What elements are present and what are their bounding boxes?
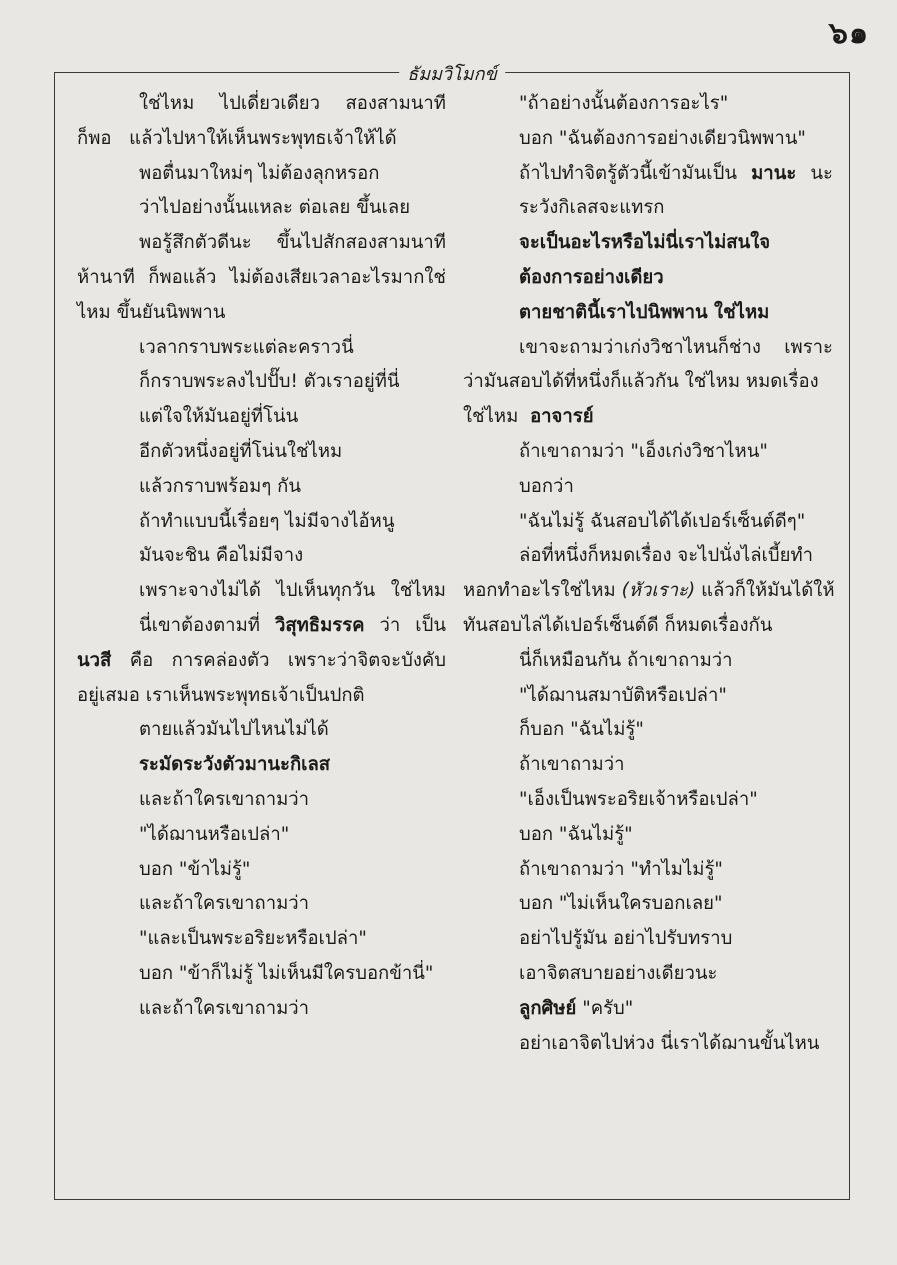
text-line: ลูกศิษย์ "ครับ" xyxy=(519,997,634,1019)
text-line: ห้านาที ก็พอแล้ว ไม่ต้องเสียเวลาอะไรมากใช่ xyxy=(77,266,446,288)
text-line: หอกทำอะไรใช่ไหม (หัวเราะ) แล้วก็ให้มันได้ให้ xyxy=(463,580,835,602)
text-line: นี่ก็เหมือนกัน ถ้าเขาถามว่า xyxy=(519,649,733,671)
section-heading: ระมัดระวังตัวมานะกิเลส xyxy=(139,754,331,776)
emphasis-term: วิสุทธิมรรค xyxy=(274,614,365,636)
text-line: บอก "ฉันต้องการอย่างเดียวนิพพาน" xyxy=(519,127,806,149)
text-line: "ฉันไม่รู้ ฉันสอบได้ได้เปอร์เซ็นต์ดีๆ" xyxy=(519,510,806,532)
text-line: ถ้าเขาถามว่า xyxy=(519,754,625,776)
text-line: เอาจิตสบายอย่างเดียวนะ xyxy=(519,962,718,984)
text-line: ถ้าทำแบบนี้เรื่อยๆ ไม่มีจางไอ้หนู xyxy=(139,510,395,532)
text-line: มันจะชิน คือไม่มีจาง xyxy=(139,545,304,567)
text-line: นี่เขาต้องตามที่ วิสุทธิมรรค ว่า เป็น xyxy=(77,609,452,644)
text-line: แต่ใจให้มันอยู่ที่โน่น xyxy=(139,406,299,428)
text-line: เขาจะถามว่าเก่งวิชาไหนก็ช่าง เพราะ xyxy=(519,336,833,358)
text-line: และถ้าใครเขาถามว่า xyxy=(139,893,310,915)
text-line: ถ้าไปทำจิตรู้ตัวนี้เข้ามันเป็น มานะ นะ xyxy=(519,157,839,192)
text-line: ว่าไปอย่างนั้นแหละ ต่อเลย ขึ้นเลย xyxy=(139,197,411,219)
text-line: และถ้าใครเขาถามว่า xyxy=(139,788,310,810)
text-line: "ได้ฌานหรือเปล่า" xyxy=(139,823,290,845)
text-line: พอรู้สึกตัวดีนะ ขึ้นไปสักสองสามนาที xyxy=(139,232,446,254)
text-line: "ถ้าอย่างนั้นต้องการอะไร" xyxy=(519,93,729,114)
text-line: จะเป็นอะไรหรือไม่นี่เราไม่สนใจ xyxy=(519,232,771,254)
text-line: ถ้าเขาถามว่า "เอ็งเก่งวิชาไหน" xyxy=(519,440,768,462)
text-line: ใช่ไหม อาจารย์ xyxy=(463,406,594,428)
left-column xyxy=(77,87,452,1027)
running-title: ธัมมวิโมกข์ xyxy=(399,59,505,88)
text-line: บอก "ไม่เห็นใครบอกเลย" xyxy=(519,893,723,915)
text-line: และถ้าใครเขาถามว่า xyxy=(139,997,310,1019)
text-line: ล่อที่หนึ่งก็หมดเรื่อง จะไปนั่งไล่เบี้ยทำ xyxy=(519,545,814,567)
speaker-label: อาจารย์ xyxy=(530,406,594,428)
text-line: ไหม ขึ้นยันนิพพาน xyxy=(77,301,226,323)
text-line: ก็กราบพระลงไปปั๊บ! ตัวเราอยู่ที่นี่ xyxy=(139,371,400,393)
text-line: อย่าเอาจิตไปห่วง นี่เราได้ฌานขั้นไหน xyxy=(519,1032,820,1054)
text-line: "และเป็นพระอริยะหรือเปล่า" xyxy=(139,928,367,950)
text-line: ก็บอก "ฉันไม่รู้" xyxy=(519,719,644,741)
text-line: ถ้าเขาถามว่า "ทำไมไม่รู้" xyxy=(519,858,723,880)
text-line: ทันสอบไล่ได้เปอร์เซ็นต์ดี ก็หมดเรื่องกัน xyxy=(463,614,773,636)
text-line: ตายแล้วมันไปไหนไม่ได้ xyxy=(139,719,329,741)
text-line: ระวังกิเลสจะแทรก xyxy=(519,197,665,219)
emphasis-term: นวสี xyxy=(77,649,112,671)
text-line: ตายชาตินี้เราไปนิพพาน ใช่ไหม xyxy=(519,301,770,323)
text-line: อยู่เสมอ เราเห็นพระพุทธเจ้าเป็นปกติ xyxy=(77,684,365,706)
text-line: นวสี คือ การคล่องตัว เพราะว่าจิตจะบังคับ xyxy=(77,644,452,679)
right-column xyxy=(463,87,839,1061)
text-line: อย่าไปรู้มัน อย่าไปรับทราบ xyxy=(519,928,733,950)
text-line: พอตื่นมาใหม่ๆ ไม่ต้องลุกหรอก xyxy=(139,162,380,184)
text-line: ต้องการอย่างเดียว xyxy=(519,266,664,288)
text-line: ก็พอ แล้วไปหาให้เห็นพระพุทธเจ้าให้ได้ xyxy=(77,127,397,149)
text-line: เพราะจางไม่ได้ ไปเห็นทุกวัน ใช่ไหม xyxy=(139,580,446,602)
text-line: ใช่ไหม ไปเดี่ยวเดียว สองสามนาที xyxy=(139,93,446,114)
text-line: ว่ามันสอบได้ที่หนึ่งก็แล้วกัน ใช่ไหม หมดเรื่อง xyxy=(463,371,819,393)
text-line: "เอ็งเป็นพระอริยเจ้าหรือเปล่า" xyxy=(519,788,758,810)
text-line: อีกตัวหนึ่งอยู่ที่โน่นใช่ไหม xyxy=(139,440,343,462)
emphasis-term: มานะ xyxy=(751,162,797,184)
text-line: บอกว่า xyxy=(519,475,574,497)
speaker-label: ลูกศิษย์ xyxy=(519,997,577,1019)
text-line: บอก "ข้าไม่รู้" xyxy=(139,858,251,880)
text-line: บอก "ข้าก็ไม่รู้ ไม่เห็นมีใครบอกข้านี่" xyxy=(139,962,434,984)
text-line: แล้วกราบพร้อมๆ กัน xyxy=(139,475,302,497)
page-frame xyxy=(54,64,850,1200)
text-line: บอก "ฉันไม่รู้" xyxy=(519,823,633,845)
text-line: เวลากราบพระแต่ละคราวนี่ xyxy=(139,336,354,358)
page-number: ๖๑ xyxy=(828,16,869,51)
text-line: "ได้ฌานสมาบัติหรือเปล่า" xyxy=(519,684,727,706)
